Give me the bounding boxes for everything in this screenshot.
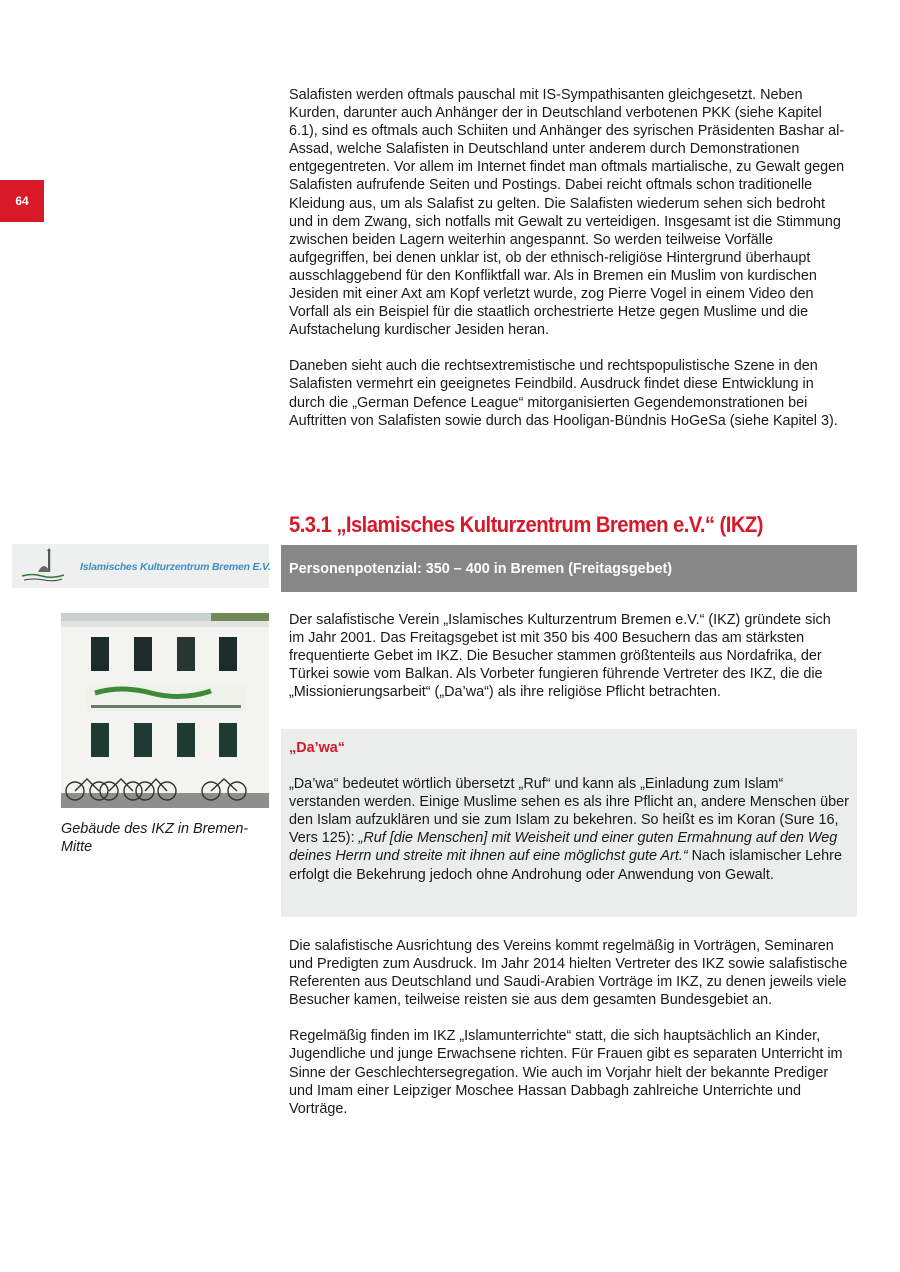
ikz-building-photo [61, 613, 269, 808]
building-image [61, 613, 269, 808]
intro-paragraph-1: Salafisten werden oftmals pauschal mit IS-Sympathisanten gleichgesetzt. Neben Kurden, darunter auch Anhänger der in Deutschland verbotenen PKK (siehe Kapitel 6.1), sind es oftmals auch Schiiten und Anhänger des syrischen Präsidenten Bashar al-Assad, welche Salafisten in Deutschland unter anderem durch Demonstrationen entgegentreten. Vor allem im Internet findet man oftmals martialische, zu Gewalt gegen Salafisten aufrufende Seiten und Postings. Dabei reicht oftmals schon traditionelle Kleidung aus, um als Salafist zu gelten. Die Salafisten wiederum sehen sich bedroht und in dem Zwang, sich notfalls mit Gewalt zu verteidigen. Insgesamt ist die Stimmung zwischen beiden Lagern weiterhin angespannt. So werden teilweise Vorfälle aufgegriffen, bei denen unklar ist, ob der ethnisch-religiöse Hintergrund überhaupt ausschlaggebend für den Konfliktfall war. Als in Bremen ein Muslim von kurdischen Jesiden mit einer Axt am Kopf verletzt wurde, zog Pierre Vogel in einem Video den Vorfall als ein Beispiel für die staatlich orchestrierte Hetze gegen Muslime und die Aufstachelung kurdischer Jesiden heran. [289, 87, 845, 339]
section-paragraph-3: Regelmäßig finden im IKZ „Islamunterrichte“ statt, die sich hauptsächlich an Kinder, Jugendliche und junge Erwachsene richten. Für Frauen gibt es separaten Unterricht im Sinne der Geschlechtersegregation. Wie auch im Vorjahr hielt der bekannte Prediger und Imam einer Leipziger Moschee Hassan Dabbagh zahlreiche Unterrichte und Vorträge. [289, 1028, 843, 1117]
intro-text [289, 86, 849, 430]
section-paragraph-1: Der salafistische Verein „Islamisches Kulturzentrum Bremen e.V.“ (IKZ) gründete sich im Jahr 2001. Das Freitagsgebet ist mit 350 bis 400 Besuchern das am stärksten frequentierte Gebet im IKZ. Die Besucher stammen größtenteils aus Nordafrika, der Türkei sowie vom Balkan. Als Vorbeter fungieren führende Vertreter des IKZ, die die „Missionierungsarbeit“ („Da’wa“) als ihre religiöse Pflicht betrachten. [289, 612, 831, 701]
section-paragraph-2: Die salafistische Ausrichtung des Vereins kommt regelmäßig in Vorträgen, Seminaren und Predigten zum Ausdruck. Im Jahr 2014 hielten Vertreter des IKZ sowie salafistische Referenten aus Deutschland und Saudi-Arabien Vorträge im IKZ, zu denen jeweils viele Besucher kamen, teilweise reisten sie aus dem gesamten Bundesgebiet an. [289, 938, 848, 1009]
logo-text: Islamisches Kulturzentrum Bremen E.V. [80, 561, 271, 573]
page-number: 64 [15, 194, 29, 208]
page-number-tab [0, 180, 44, 222]
dawa-text-before: „Da’wa“ bedeutet wörtlich übersetzt „Ruf“ und kann als „Einladung zum Islam“ verstanden werden. Einige Muslime sehen es als ihre Pflicht an, andere Menschen über den Islam aufzuklären und sie zum Islam zu bekehren. So heißt es im Koran (Sure 16, Vers 125): [289, 776, 849, 847]
dawa-quran-quote: „Ruf [die Menschen] mit Weisheit und einer guten Ermahnung auf den Weg deines Herrn und streite mit ihnen auf eine möglichst gute Art.“ [289, 830, 838, 865]
section-body [289, 937, 849, 1118]
mosque-logo-icon [18, 548, 68, 584]
person-potential-bar [281, 545, 857, 592]
photo-caption: Gebäude des IKZ in Bremen-Mitte [61, 821, 249, 856]
intro-paragraph-2: Daneben sieht auch die rechtsextremistische und rechtspopulistische Szene in den Salafisten vermehrt ein geeignetes Feindbild. Ausdruck findet diese Entwicklung in durch die „German Defence League“ mitorganisierten Gegendemonstrationen bei Auftritten von Salafisten sowie durch das Hooligan-Bündnis HoGeSa (siehe Kapitel 3). [289, 358, 838, 429]
dawa-info-box [281, 729, 857, 917]
dawa-box-title: „Da’wa“ [289, 740, 345, 756]
ikz-logo [12, 544, 269, 588]
dawa-text-after: Nach islamischer Lehre erfolgt die Bekehrung jedoch ohne Androhung oder Anwendung von Gewalt. [289, 848, 842, 883]
section-intro [289, 611, 849, 701]
section-heading: 5.3.1 „Islamisches Kulturzentrum Bremen e.V.“ (IKZ) [289, 512, 763, 537]
person-potential-text: Personenpotenzial: 350 – 400 in Bremen (Freitagsgebet) [289, 560, 673, 577]
dawa-box-text [289, 775, 849, 884]
